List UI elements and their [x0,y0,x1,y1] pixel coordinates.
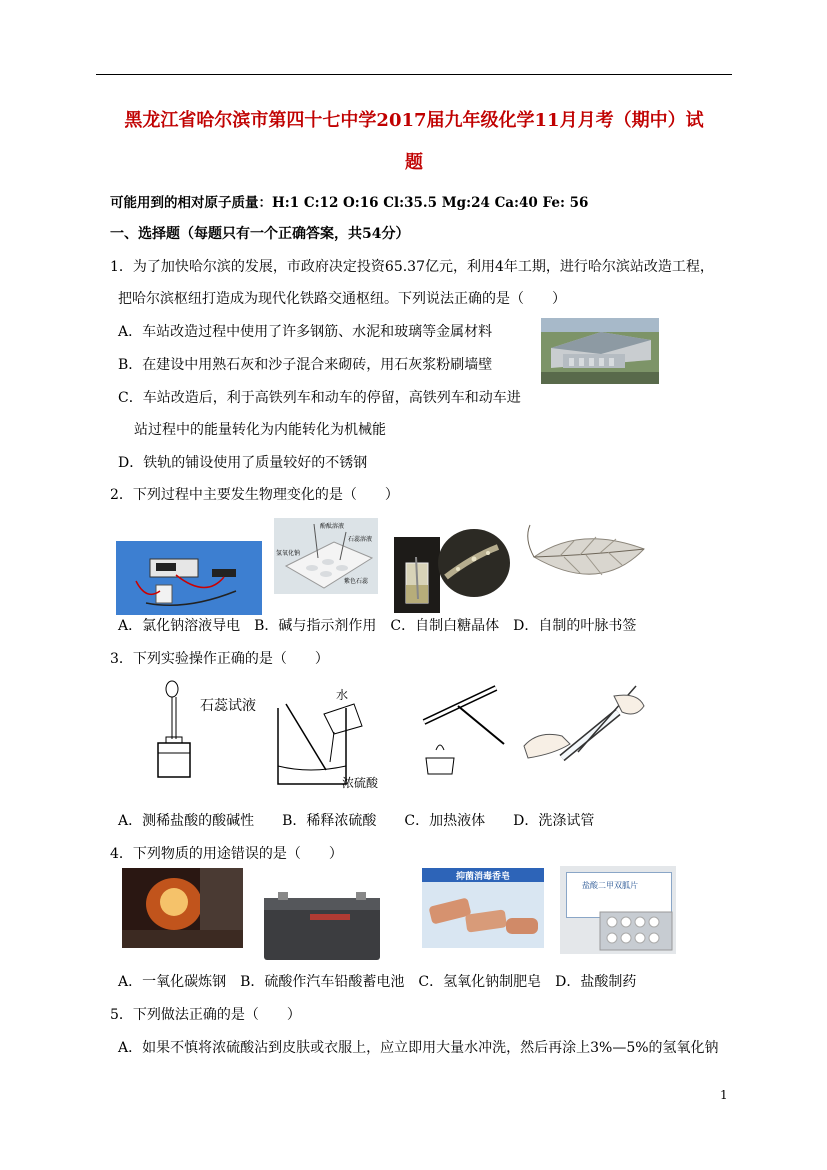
q1-stem: 1．为了加快哈尔滨的发展，市政府决定投资65.37亿元，利用4年工期，进行哈尔滨站改造工程， [110,259,714,275]
indicator-spot-plate-photo [274,518,378,594]
litmus-test-diagram [150,677,262,781]
q5-stem: 5．下列做法正确的是（ ） [110,1007,301,1023]
medicine-photo [560,866,676,954]
litmus-label: 石蕊试液 [200,698,256,714]
conductivity-experiment-photo [116,541,262,615]
lead-acid-battery-photo [260,888,384,964]
page-number: 1 [720,1088,728,1102]
leaf-vein-bookmark-photo [520,519,648,595]
q1-option-c: C．车站改造后，利于高铁列车和动车的停留，高铁列车和动车进 [118,390,521,406]
section-heading: 一、选择题（每题只有一个正确答案，共54分） [110,226,410,242]
q4-options: A．一氧化碳炼钢 B．硫酸作汽车铅酸蓄电池 C．氢氧化钠制肥皂 D．盐酸制药 [118,974,637,990]
q5-option-a: A．如果不慎将浓硫酸沾到皮肤或衣服上，应立即用大量水冲洗，然后再涂上3%—5%的氢氧化钠 [118,1040,719,1056]
spot-plate-label: 紫色石蕊 [344,578,369,585]
wash-test-tube-diagram [518,682,646,774]
acid-label: 浓硫酸 [342,776,379,790]
q1-option-d: D．铁轨的铺设使用了质量较好的不锈钢 [118,455,368,471]
q4-stem: 4．下列物质的用途错误的是（ ） [110,846,343,862]
soap-photo [422,868,544,948]
q1-option-a: A．车站改造过程中使用了许多钢筋、水泥和玻璃等金属材料 [118,324,493,340]
atomic-masses: 可能用到的相对原子质量：H:1 C:12 O:16 Cl:35.5 Mg:24 Ca:40 Fe: 56 [110,195,589,211]
q2-options: A．氯化钠溶液导电 B．碱与指示剂作用 C．自制白糖晶体 D．自制的叶脉书签 [118,618,637,634]
header-rule [96,74,732,75]
water-label: 水 [336,688,349,702]
spot-plate-label: 酚酞溶液 [320,523,345,530]
q1-option-c-cont: 站过程中的能量转化为内能转化为机械能 [134,422,386,438]
q3-options: A．测稀盐酸的酸碱性 B．稀释浓硫酸 C．加热液体 D．洗涤试管 [118,813,595,829]
train-station-photo [541,318,659,384]
exam-title-cont: 题 [405,152,423,173]
spot-plate-label: 石蕊溶液 [348,536,373,543]
sugar-crystal-photo [394,527,512,613]
soap-banner: 抑菌消毒香皂 [456,872,511,882]
q2-stem: 2．下列过程中主要发生物理变化的是（ ） [110,487,399,503]
q3-stem: 3．下列实验操作正确的是（ ） [110,651,329,667]
steelmaking-photo [122,868,243,948]
dilution-diagram [270,684,406,790]
q1-option-b: B．在建设中用熟石灰和沙子混合来砌砖，用石灰浆粉刷墙壁 [118,357,493,373]
heating-liquid-diagram [418,682,510,778]
q1-stem-cont: 把哈尔滨枢纽打造成为现代化铁路交通枢纽。下列说法正确的是（ ） [118,291,566,307]
exam-title: 黑龙江省哈尔滨市第四十七中学2017届九年级化学11月月考（期中）试 [124,110,704,131]
medicine-box-label: 盐酸二甲双胍片 [582,881,638,890]
spot-plate-label: 氢氧化钠 [276,550,301,557]
